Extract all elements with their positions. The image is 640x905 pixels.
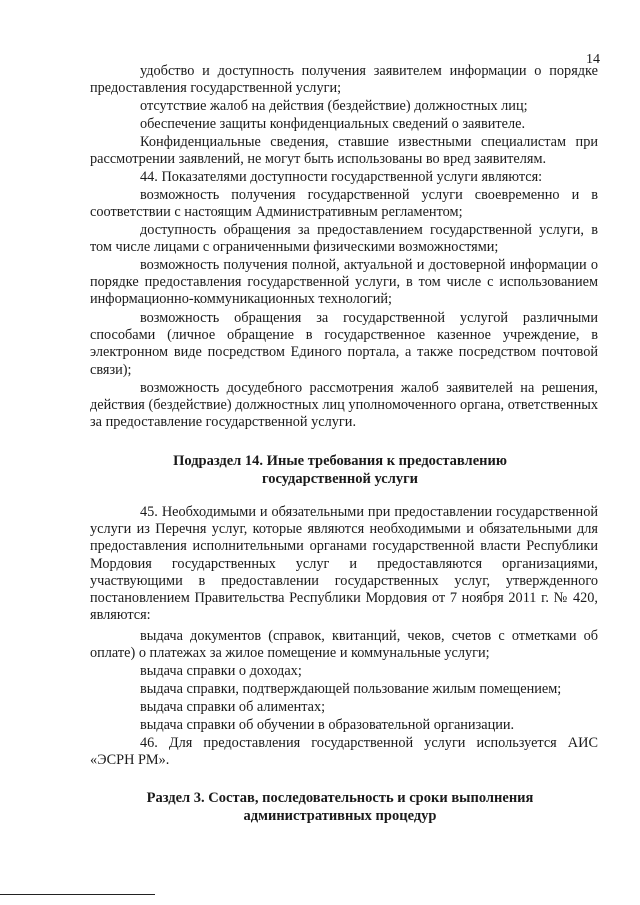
- list-item-education: выдача справки об обучении в образовательной организации.: [140, 717, 515, 733]
- paragraph-no-complaints: отсутствие жалоб на действия (бездействие) должностных лиц;: [140, 98, 528, 114]
- paragraph-accessibility: доступность обращения за предоставлением государственной услуги, в том числе лицами с ограниченными физическими возможностями;: [90, 222, 598, 256]
- paragraph-44: 44. Показателями доступности государственной услуги являются:: [140, 169, 543, 185]
- list-item-housing: выдача справки, подтверждающей пользование жилым помещением;: [140, 681, 562, 697]
- list-item-alimony: выдача справки об алиментах;: [140, 699, 326, 715]
- list-item-income: выдача справки о доходах;: [140, 663, 302, 679]
- page-number: 14: [586, 52, 600, 67]
- paragraph-confidential: Конфиденциальные сведения, ставшие известными специалистам при рассмотрении заявлений, не могут быть использованы во вред заявителям.: [90, 134, 598, 168]
- paragraph-information: возможность получения полной, актуальной и достоверной информации о порядке предоставления государственной услуги, в том числе с использованием информационно-коммуникационных технологий;: [90, 257, 598, 308]
- section-heading: Раздел 3. Состав, последовательность и сроки выполнения административных процедур: [146, 790, 534, 824]
- paragraph-methods: возможность обращения за государственной услугой различными способами (личное обращение в государственное казенное учреждение, в электронном виде посредством Единого портала, а также посредством почтовой связи);: [90, 310, 598, 378]
- paragraph-pretrial: возможность досудебного рассмотрения жалоб заявителей на решения, действия (бездействие) должностных лиц уполномоченного органа, ответственных за предоставление государственной услуги.: [90, 380, 598, 431]
- paragraph-timely: возможность получения государственной услуги своевременно и в соответствии с настоящим Административным регламентом;: [90, 187, 598, 221]
- footer-rule: [0, 894, 155, 895]
- paragraph-45: 45. Необходимыми и обязательными при предоставлении государственной услуги из Перечня услуг, которые являются необходимыми и обязательными для предоставления исполнительными органами государственной власти Республики Мордовия государственных услуг и предоставляются организациями, участвующими в предоставлении государственных услуг, утвержденного постановлением Правительства Республики Мордовия от 7 ноября 2011 г. № 420, являются:: [90, 504, 598, 624]
- list-item-documents: выдача документов (справок, квитанций, чеков, счетов с отметками об оплате) о платежах за жилое помещение и коммунальные услуги;: [90, 628, 598, 662]
- subsection-heading: Подраздел 14. Иные требования к предоставлению государственной услуги: [173, 453, 507, 487]
- paragraph-protection: обеспечение защиты конфиденциальных сведений о заявителе.: [140, 116, 526, 132]
- paragraph-46: 46. Для предоставления государственной услуги используется АИС «ЭСРН РМ».: [90, 735, 598, 769]
- paragraph-convenience: удобство и доступность получения заявителем информации о порядке предоставления государственной услуги;: [90, 63, 598, 97]
